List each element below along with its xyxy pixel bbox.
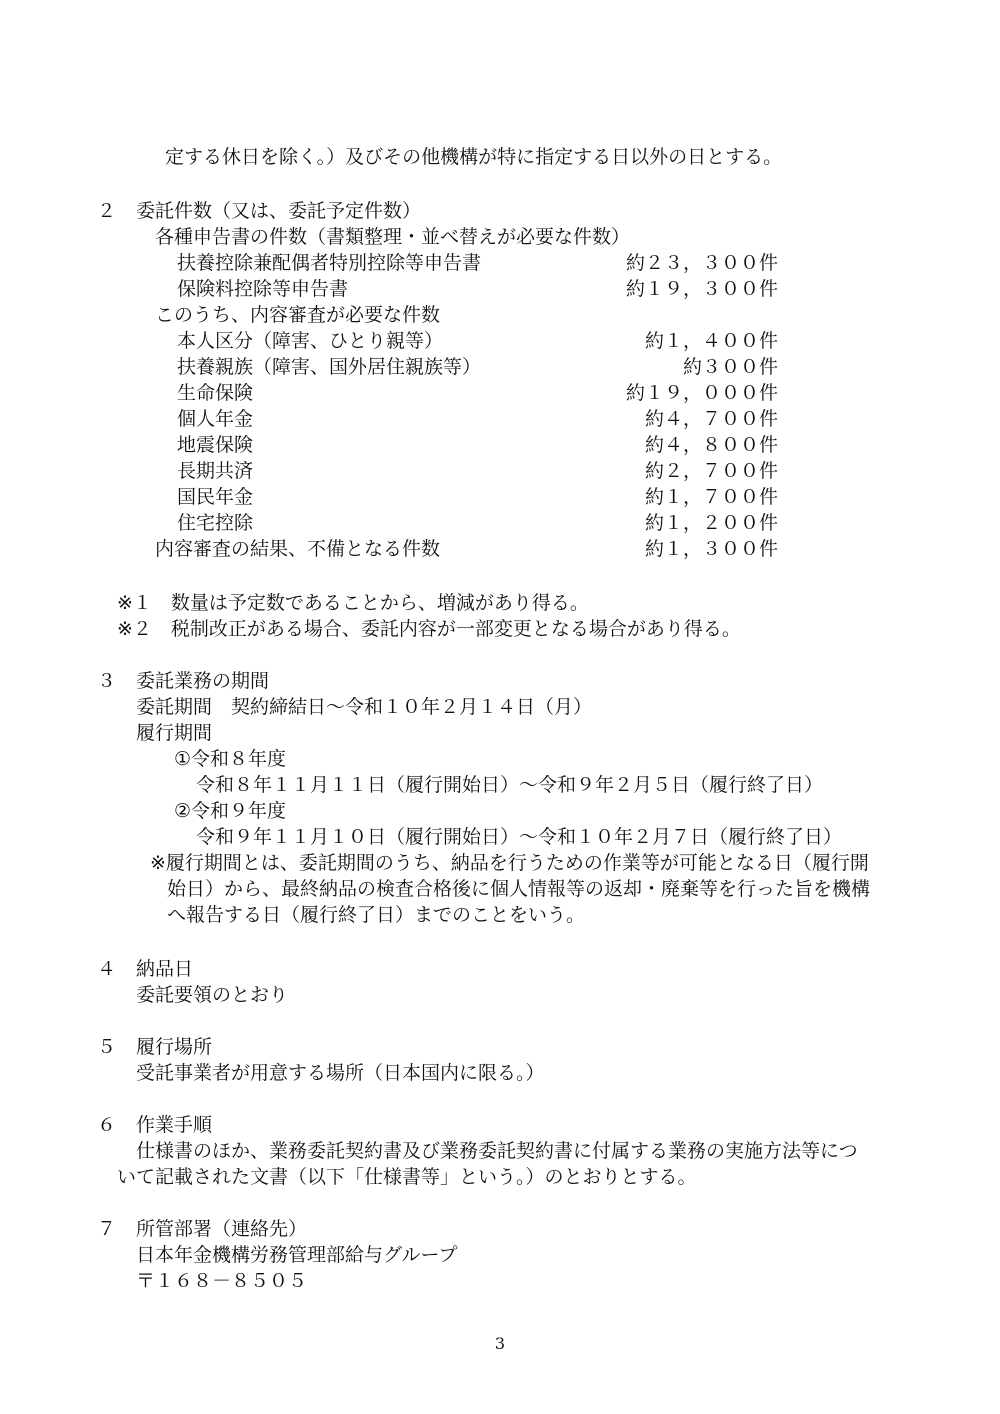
review-row-value: 約１９，０００件 bbox=[625, 382, 778, 404]
section-7-number: ７ bbox=[97, 1218, 117, 1240]
defect-count-value: 約１，３００件 bbox=[644, 538, 778, 560]
procedure-body-line: 仕様書のほか、業務委託契約書及び業務委託契約書に付属する業務の実施方法等につ bbox=[136, 1140, 858, 1162]
section-6-title: 作業手順 bbox=[136, 1114, 213, 1136]
section-6-number: ６ bbox=[97, 1114, 117, 1136]
count-row-label: 扶養控除兼配偶者特別控除等申告書 bbox=[177, 252, 482, 274]
intro-line: 定する休日を除く。）及びその他機構が特に指定する日以外の日とする。 bbox=[165, 146, 783, 168]
fiscal-year-1-title: ①令和８年度 bbox=[174, 748, 287, 770]
review-row-label: 長期共済 bbox=[177, 460, 254, 482]
declaration-count-heading: 各種申告書の件数（書類整理・並べ替えが必要な件数） bbox=[155, 226, 631, 248]
review-row-label: 地震保険 bbox=[177, 434, 254, 456]
review-row-label: 国民年金 bbox=[177, 486, 254, 508]
review-row-value: 約１，２００件 bbox=[644, 512, 778, 534]
review-row-value: 約１，４００件 bbox=[644, 330, 778, 352]
review-row-value: 約１，７００件 bbox=[644, 486, 778, 508]
review-row-value: 約４，７００件 bbox=[644, 408, 778, 430]
department-name: 日本年金機構労務管理部給与グループ bbox=[136, 1244, 458, 1266]
section-2-title: 委託件数（又は、委託予定件数） bbox=[136, 200, 422, 222]
review-row-value: 約３００件 bbox=[682, 356, 778, 378]
delivery-date-body: 委託要領のとおり bbox=[136, 984, 289, 1006]
note-2: ※２ 税制改正がある場合、委託内容が一部変更となる場合があり得る。 bbox=[117, 618, 741, 640]
section-2-number: ２ bbox=[97, 200, 117, 222]
review-row-value: 約２，７００件 bbox=[644, 460, 778, 482]
period-note-line: 始日）から、最終納品の検査合格後に個人情報等の返却・廃棄等を行った旨を機構 bbox=[167, 878, 871, 900]
review-row-label: 住宅控除 bbox=[177, 512, 254, 534]
work-location-body: 受託事業者が用意する場所（日本国内に限る。） bbox=[136, 1062, 545, 1084]
note-1: ※１ 数量は予定数であることから、増減があり得る。 bbox=[117, 592, 589, 614]
section-3-number: ３ bbox=[97, 670, 117, 692]
period-note-line: へ報告する日（履行終了日）までのことをいう。 bbox=[167, 904, 586, 926]
review-row-label: 扶養親族（障害、国外居住親族等） bbox=[177, 356, 482, 378]
postal-code: 〒１６８－８５０５ bbox=[136, 1270, 308, 1292]
review-row-value: 約４，８００件 bbox=[644, 434, 778, 456]
review-row-label: 生命保険 bbox=[177, 382, 254, 404]
review-count-heading: このうち、内容審査が必要な件数 bbox=[155, 304, 441, 326]
performance-period-label: 履行期間 bbox=[136, 722, 213, 744]
review-row-label: 個人年金 bbox=[177, 408, 254, 430]
section-5-number: ５ bbox=[97, 1036, 117, 1058]
section-4-title: 納品日 bbox=[136, 958, 194, 980]
fiscal-year-2-title: ②令和９年度 bbox=[174, 800, 287, 822]
count-row-value: 約１９，３００件 bbox=[625, 278, 778, 300]
page-number: 3 bbox=[494, 1334, 506, 1353]
section-3-title: 委託業務の期間 bbox=[136, 670, 270, 692]
fiscal-year-1-range: 令和８年１１月１１日（履行開始日）～令和９年２月５日（履行終了日） bbox=[196, 774, 824, 796]
defect-count-label: 内容審査の結果、不備となる件数 bbox=[155, 538, 441, 560]
contract-period: 委託期間 契約締結日～令和１０年２月１４日（月） bbox=[136, 696, 593, 718]
section-7-title: 所管部署（連絡先） bbox=[136, 1218, 308, 1240]
section-4-number: ４ bbox=[97, 958, 117, 980]
review-row-label: 本人区分（障害、ひとり親等） bbox=[177, 330, 444, 352]
period-note-line: ※履行期間とは、委託期間のうち、納品を行うための作業等が可能となる日（履行開 bbox=[150, 852, 869, 874]
count-row-label: 保険料控除等申告書 bbox=[177, 278, 349, 300]
section-5-title: 履行場所 bbox=[136, 1036, 213, 1058]
count-row-value: 約２３，３００件 bbox=[625, 252, 778, 274]
procedure-body-line: いて記載された文書（以下「仕様書等」という。）のとおりとする。 bbox=[117, 1166, 697, 1188]
fiscal-year-2-range: 令和９年１１月１０日（履行開始日）～令和１０年２月７日（履行終了日） bbox=[196, 826, 843, 848]
